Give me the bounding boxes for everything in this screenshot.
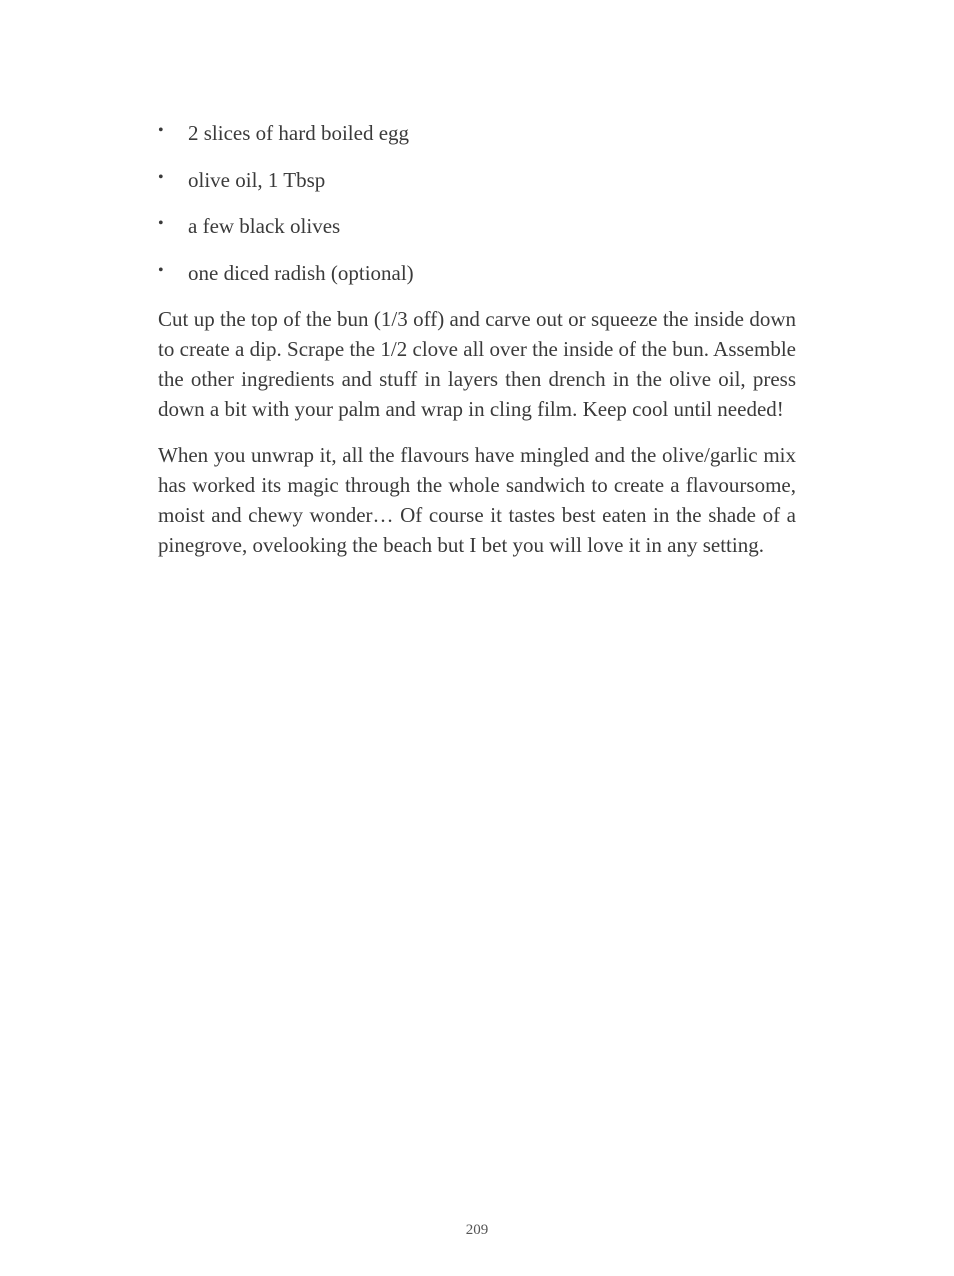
list-item <box>158 165 796 195</box>
bullet-icon: • <box>158 168 164 186</box>
serving-paragraph: When you unwrap it, all the flavours have mingled and the olive/garlic mix has worked its magic through the whole sandwich to create a flavoursome, moist and chewy wonder… Of course it tastes best eaten in the shade of a pinegrove, ovelooking the beach but I bet you will love it in any setting. <box>158 442 796 557</box>
list-item <box>158 258 796 288</box>
bullet-icon: • <box>158 215 164 232</box>
instructions-paragraph: Cut up the top of the bun (1/3 off) and carve out or squeeze the inside down to create a dip. Scrape the 1/2 clove all over the inside of the bun. Assemble the other ingredients and stuff in layers then drench in the olive oil, press down a bit with your palm and wrap in cling film. Keep cool until needed! <box>158 306 796 421</box>
ingredient-text: olive oil, 1 Tbsp <box>188 167 326 192</box>
ingredient-list <box>158 118 796 288</box>
page-content <box>158 118 796 576</box>
list-item <box>158 211 796 241</box>
ingredient-text: one diced radish (optional) <box>188 260 414 285</box>
list-item <box>158 118 796 148</box>
page-number: 209 <box>465 1222 489 1238</box>
bullet-icon: • <box>158 122 164 139</box>
ingredient-text: a few black olives <box>188 214 341 238</box>
bullet-icon: • <box>158 261 164 279</box>
ingredient-text: 2 slices of hard boiled egg <box>188 121 410 145</box>
